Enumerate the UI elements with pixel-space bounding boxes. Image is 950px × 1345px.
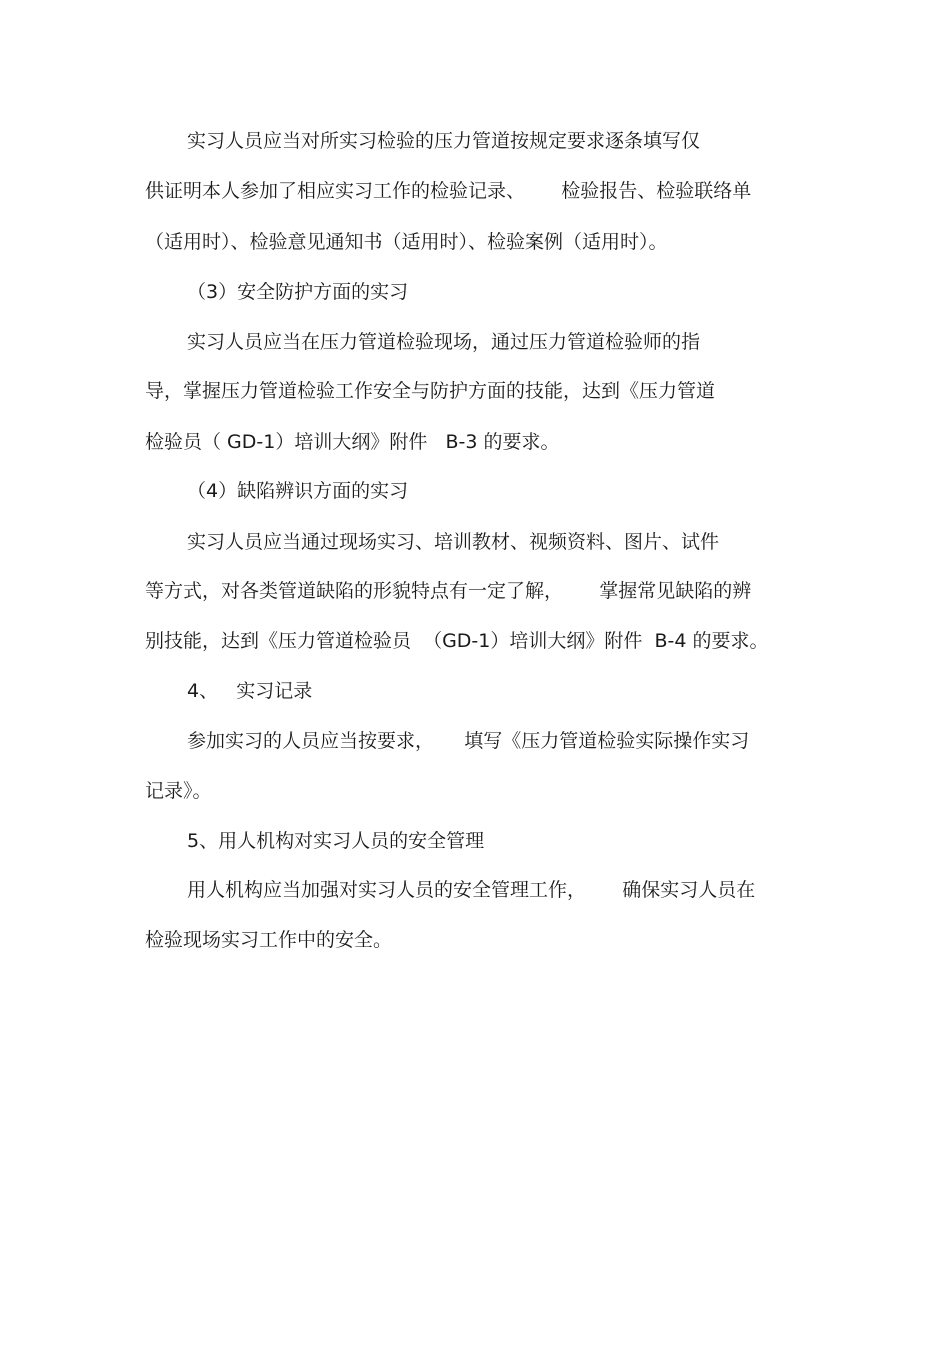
paragraph-line: 供证明本人参加了相应实习工作的检验记录、 检验报告、检验联络单 xyxy=(145,180,752,202)
paragraph-line: 实习人员应当对所实习检验的压力管道按规定要求逐条填写仅 xyxy=(187,130,701,152)
paragraph-line: 别技能，达到《压力管道检验员 （GD-1）培训大纲》附件 B-4 的要求。 xyxy=(145,630,769,652)
paragraph-line: 等方式，对各类管道缺陷的形貌特点有一定了解， 掌握常见缺陷的辨 xyxy=(145,580,752,602)
section-heading: 5、用人机构对实习人员的安全管理 xyxy=(187,830,485,852)
paragraph-line: 实习人员应当在压力管道检验现场，通过压力管道检验师的指 xyxy=(187,331,701,353)
paragraph-line: 用人机构应当加强对实习人员的安全管理工作， 确保实习人员在 xyxy=(187,879,756,901)
paragraph-line: 实习人员应当通过现场实习、培训教材、视频资料、图片、试件 xyxy=(187,531,720,553)
section-heading: 4、 实习记录 xyxy=(187,680,313,702)
paragraph-line: 记录》。 xyxy=(145,780,212,802)
paragraph-line: 检验员（ GD-1）培训大纲》附件 B-3 的要求。 xyxy=(145,431,560,453)
section-heading: （3）安全防护方面的实习 xyxy=(187,281,409,303)
paragraph-line: （适用时）、检验意见通知书（适用时）、检验案例（适用时）。 xyxy=(145,231,668,253)
section-heading: （4）缺陷辨识方面的实习 xyxy=(187,480,409,502)
paragraph-line: 检验现场实习工作中的安全。 xyxy=(145,929,393,951)
paragraph-line: 导，掌握压力管道检验工作安全与防护方面的技能，达到《压力管道 xyxy=(145,380,716,402)
paragraph-line: 参加实习的人员应当按要求， 填写《压力管道检验实际操作实习 xyxy=(187,730,750,752)
